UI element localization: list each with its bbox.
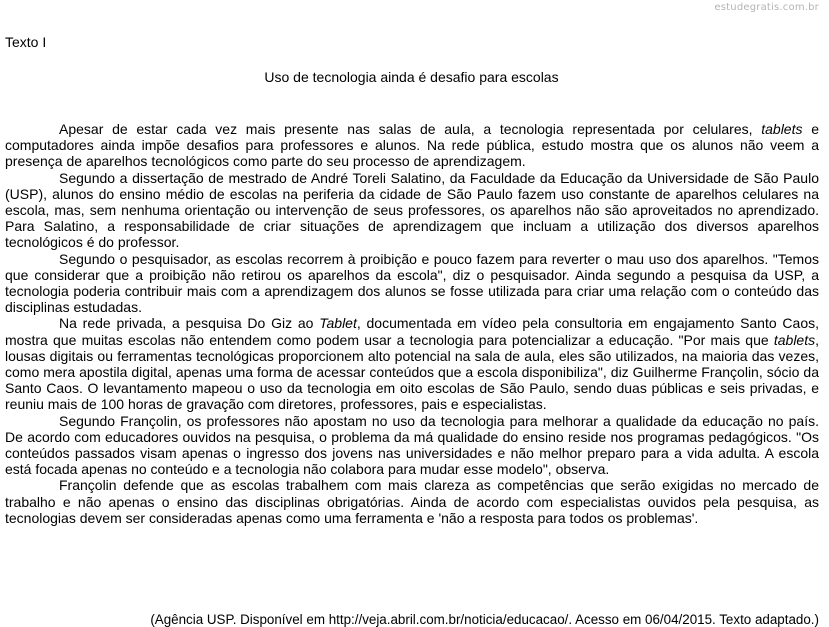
italic-term: tablets [773, 331, 816, 348]
watermark: estudegratis.com.br [714, 2, 819, 13]
article-title: Uso de tecnologia ainda é desafio para escolas [264, 69, 559, 85]
text-run: Françolin defende que as escolas trabalhem com mais clareza as competências que serão exigidas no mercado de trabalho e não apenas o ensino das disciplinas obrigatórias. Ainda de acordo com especialistas ouvidos pela pesquisa, as tecnologias devem ser consideradas apenas como uma ferramenta e 'não a resposta para todos os problemas'. [5, 477, 819, 526]
paragraph-5 [5, 413, 819, 478]
paragraph-2 [5, 170, 819, 251]
article-body [5, 121, 819, 526]
text-run: Na rede privada, a pesquisa Do Giz ao [59, 315, 320, 332]
italic-term: tablets [761, 121, 803, 137]
paragraph-4 [5, 315, 819, 412]
text-run: Apesar de estar cada vez mais presente nas salas de aula, a tecnologia representada por celulares, [59, 121, 762, 137]
text-run: Segundo a dissertação de mestrado de André Toreli Salatino, da Faculdade da Educação da Universidade de São Paulo (USP), alunos do ensino médio de escolas na periferia da cidade de São Paulo fazem uso constante de aparelhos celulares na escola, mas, sem nenhuma orientação ou intervenção de seus professores, os aparelhos não são aproveitados no aprendizado. Para Salatino, a responsabilidade de criar situações de aprendizagem que incluam a utilização dos diversos aparelhos tecnológicos é do professor. [5, 169, 819, 251]
text-run: , documentada em vídeo pela consultoria em engajamento Santo Caos, mostra que muitas escolas não entendem como podem usar a tecnologia para potencializar a educação. "Por mais que [5, 315, 819, 348]
text-run: , lousas digitais ou ferramentas tecnológicas proporcionem alto potencial na sala de aula, eles são utilizados, na maioria das vezes, como mera apostila digital, apenas uma forma de acessar conteúdos que a escola disponibiliza", diz Guilherme Françolin, sócio da Santo Caos. O levantamento mapeou o uso da tecnologia em oito escolas de São Paulo, sendo duas públicas e seis privadas, e reuniu mais de 100 horas de gravação com diretores, professores, pais e especialistas. [5, 331, 819, 413]
text-label: Texto I [5, 34, 47, 50]
paragraph-1 [5, 121, 819, 170]
paragraph-3 [5, 251, 819, 316]
text-run: Segundo Françolin, os professores não apostam no uso da tecnologia para melhorar a qualidade da educação no país. De acordo com educadores ouvidos na pesquisa, o problema da má qualidade do ensino reside nos programas pedagógicos. "Os conteúdos passados visam apenas o ingresso dos jovens nas universidades e não melhor preparo para a vida adulta. A escola está focada apenas no conteúdo e a tecnologia não colabora para mudar esse modelo", observa. [5, 412, 819, 478]
italic-term: Tablet [319, 315, 357, 332]
paragraph-6 [5, 477, 819, 526]
text-run: Segundo o pesquisador, as escolas recorrem à proibição e pouco fazem para reverter o mau uso dos aparelhos. "Temos que considerar que a proibição não retirou os aparelhos da escola", diz o pesquisador. Ainda segundo a pesquisa da USP, a tecnologia poderia contribuir mais com a aprendizagem dos alunos se fosse utilizada para criar uma relação com o conteúdo das disciplinas estudadas. [5, 250, 819, 316]
text-run: e computadores ainda impõe desafios para professores e alunos. Na rede pública, estudo mostra que os alunos não veem a presença de aparelhos tecnológicos como parte do seu processo de aprendizagem. [5, 121, 819, 170]
source-citation: (Agência USP. Disponível em http://veja.abril.com.br/noticia/educacao/. Acesso em 06/04/2015. Texto adaptado.) [150, 612, 819, 627]
